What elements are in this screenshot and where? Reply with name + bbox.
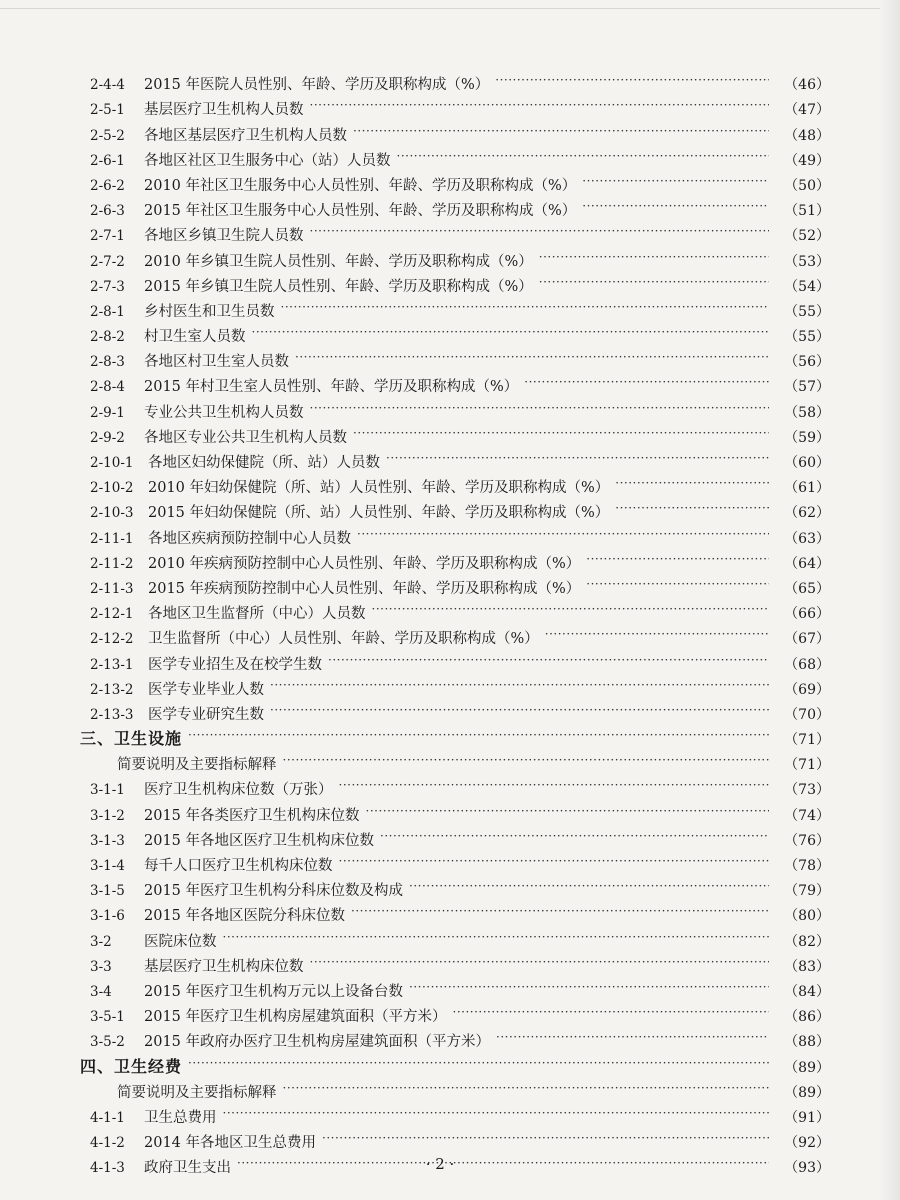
toc-entry-number: 2-11-2 [90,555,134,572]
toc-entry-number: 3-1-4 [90,858,125,874]
toc-entry-number: 2-8-3 [90,354,125,371]
toc-entry-title: 医学专业招生及在校学生数 [148,656,322,673]
toc-entry-title: 基层医疗卫生机构床位数 [144,958,304,975]
toc-entry-number: 2-6-2 [90,177,125,194]
dot-leader [397,140,770,165]
toc-page-number: （76） [784,832,830,849]
toc-page-number: （58） [784,404,830,421]
toc-entry-number: 3-5-2 [90,1034,125,1051]
dot-leader [328,643,769,668]
dot-leader [524,366,769,391]
dot-leader [372,593,770,618]
dot-leader [223,1097,770,1122]
toc-entry-number: 2-12-2 [90,631,134,648]
toc-entry-number: 2-8-2 [90,329,125,346]
toc-entry-title: 2014 年各地区卫生总费用 [144,1135,317,1152]
toc-entry-number: 2-8-1 [90,303,125,320]
dot-leader [252,316,770,341]
toc-page-number: （71） [784,732,830,749]
dot-leader [188,719,769,744]
toc-entry-title: 2015 年医疗卫生机构房屋建筑面积（平方米） [144,1009,447,1026]
toc-entry[interactable] [80,64,830,94]
toc-page-number: （64） [784,555,830,572]
dot-leader [539,240,769,265]
dot-leader [386,442,769,467]
toc-entry-title: 2015 年政府办医疗卫生机构房屋建筑面积（平方米） [144,1034,491,1051]
dot-leader [453,996,769,1021]
toc-entry-number: 3-1-3 [90,832,125,849]
toc-entry-title: 医学专业毕业人数 [148,681,264,698]
toc-entry-title: 2015 年医院人员性别、年龄、学历及职称构成（%） [144,77,490,94]
toc-entry-number: 2-10-1 [90,455,134,471]
toc-entry-title: 2015 年乡镇卫生院人员性别、年龄、学历及职称构成（%） [144,278,533,295]
toc-entry-number: 2-11-3 [90,580,134,597]
toc-page-number: （92） [784,1135,830,1152]
toc-entry-title: 每千人口医疗卫生机构床位数 [144,858,333,874]
toc-entry-number: 2-7-3 [90,278,125,295]
toc-entry-title: 简要说明及主要指标解释 [117,1084,277,1101]
toc-entry-title: 四、卫生经费 [80,1056,183,1076]
toc-entry-title: 三、卫生设施 [80,729,183,749]
toc-page-number: （79） [784,883,830,900]
toc-entry-title: 村卫生室人员数 [144,329,246,346]
toc-page-number: （78） [784,858,830,874]
dot-leader [615,492,769,517]
toc-entry-number: 3-4 [90,983,112,1000]
toc-entry-number: 2-5-2 [90,127,125,144]
toc-entry-title: 2015 年社区卫生服务中心人员性别、年龄、学历及职称构成（%） [144,203,577,220]
toc-page-number: （70） [784,706,830,723]
dot-leader [496,1021,769,1046]
toc-entry-number: 4-1-2 [90,1135,125,1152]
toc-page-number: （69） [784,681,830,698]
toc-page-number: （66） [784,606,830,623]
dot-leader [409,870,769,895]
dot-leader [295,341,769,366]
toc-page-number: （91） [784,1109,830,1126]
toc-entry-title: 基层医疗卫生机构人员数 [144,102,304,119]
toc-entry-title: 2015 年各地区医院分科床位数 [144,908,346,925]
toc-entry-number: 2-7-2 [90,253,125,270]
dot-leader [380,820,769,845]
page-number: · 2 · [425,1155,455,1173]
toc-page-number: （46） [784,77,830,94]
toc-entry-number: 2-13-2 [90,681,134,698]
toc-page-number: （47） [784,102,830,119]
toc-page-number: （59） [784,429,830,446]
dot-leader [188,1046,769,1071]
toc-entry-number: 3-1-2 [90,807,125,824]
dot-leader [223,920,770,945]
toc-page-number: （68） [784,656,830,673]
dot-leader [353,417,769,442]
toc-page-number: （55） [784,329,830,346]
dot-leader [283,1072,770,1097]
toc-entry-title: 2010 年疾病预防控制中心人员性别、年龄、学历及职称构成（%） [148,555,581,572]
toc-entry-title: 2015 年各地区医疗卫生机构床位数 [144,832,375,849]
toc-page-number: （65） [784,580,830,597]
toc-page-number: （54） [784,278,830,295]
dot-leader [357,517,769,542]
dot-leader [409,971,769,996]
toc-entry-title: 2015 年医疗卫生机构万元以上设备台数 [144,983,404,1000]
toc-page-number: （80） [784,908,830,925]
dot-leader [270,694,769,719]
dot-leader [322,1122,769,1147]
toc-entry-title: 2010 年乡镇卫生院人员性别、年龄、学历及职称构成（%） [144,253,533,270]
dot-leader [366,794,769,819]
dot-leader [310,391,770,416]
toc-entry-number: 2-10-2 [90,480,134,497]
toc-page-number: （53） [784,253,830,270]
toc-page-number: （82） [784,933,830,950]
dot-leader [339,845,770,870]
toc-page-number: （89） [784,1059,830,1076]
toc-page-number: （83） [784,958,830,975]
toc-entry-number: 2-10-3 [90,505,134,522]
toc-entry-title: 简要说明及主要指标解释 [117,757,277,774]
toc-page-number: （62） [784,505,830,522]
toc-entry-title: 卫生总费用 [144,1109,217,1126]
toc-entry-number: 3-3 [90,958,112,975]
toc-page-number: （56） [784,354,830,371]
toc-entry-number: 2-13-1 [90,656,134,673]
toc-page-number: （52） [784,228,830,245]
toc-entry-title: 各地区社区卫生服务中心（站）人员数 [144,152,391,169]
toc-entry-number: 3-2 [90,933,112,950]
toc-page-number: （73） [784,782,830,799]
table-of-contents [80,64,830,1177]
toc-entry-number: 2-5-1 [90,102,125,119]
dot-leader [615,467,769,492]
toc-page-number: （57） [784,379,830,396]
toc-entry-title: 2015 年妇幼保健院（所、站）人员性别、年龄、学历及职称构成（%） [148,505,610,522]
toc-entry-title: 2015 年各类医疗卫生机构床位数 [144,807,360,824]
toc-entry-number: 2-9-2 [90,429,125,446]
dot-leader [281,291,770,316]
toc-page-number: （61） [784,480,830,497]
toc-entry-number: 2-6-1 [90,152,125,169]
toc-entry-number: 2-12-1 [90,606,134,623]
toc-entry-number: 3-1-1 [90,782,125,799]
toc-page-number: （48） [784,127,830,144]
toc-entry-title: 2010 年社区卫生服务中心人员性别、年龄、学历及职称构成（%） [144,177,577,194]
dot-leader [539,266,769,291]
toc-entry-title: 2015 年疾病预防控制中心人员性别、年龄、学历及职称构成（%） [148,580,581,597]
toc-entry-title: 专业公共卫生机构人员数 [144,404,304,421]
dot-leader [310,215,770,240]
dot-leader [582,190,769,215]
toc-entry-title: 各地区疾病预防控制中心人员数 [148,530,351,547]
dot-leader [586,568,769,593]
toc-page-number: （50） [784,177,830,194]
toc-page-number: （51） [784,203,830,220]
toc-entry-title: 各地区卫生监督所（中心）人员数 [148,606,366,623]
toc-page-number: （89） [784,1084,830,1101]
toc-section-heading[interactable] [80,1046,830,1076]
dot-leader [586,543,769,568]
toc-page-number: （84） [784,983,830,1000]
toc-entry-number: 2-4-4 [90,77,125,94]
toc-page-number: （67） [784,631,830,648]
dot-leader [339,769,770,794]
toc-entry-title: 卫生监督所（中心）人员性别、年龄、学历及职称构成（%） [148,631,539,648]
toc-entry-number: 2-8-4 [90,379,125,396]
toc-page-number: （63） [784,530,830,547]
toc-entry-title: 政府卫生支出 [144,1160,231,1177]
toc-entry-number: 3-5-1 [90,1009,125,1026]
toc-note-entry[interactable] [80,744,830,774]
page-right-edge [880,0,900,1200]
toc-entry-number: 2-9-1 [90,404,125,421]
dot-leader [545,618,769,643]
toc-entry-title: 2010 年妇幼保健院（所、站）人员性别、年龄、学历及职称构成（%） [148,480,610,497]
toc-page-number: （60） [784,455,830,471]
toc-entry-title: 医学专业研究生数 [148,706,264,723]
toc-entry-number: 2-6-3 [90,203,125,220]
toc-entry-title: 医疗卫生机构床位数（万张） [144,782,333,799]
toc-entry-number: 2-11-1 [90,530,134,547]
page-top-edge [0,8,880,9]
toc-page-number: （88） [784,1034,830,1051]
toc-entry-title: 2015 年医疗卫生机构分科床位数及构成 [144,883,404,900]
toc-page-number: （71） [784,757,830,774]
toc-section-heading[interactable] [80,719,830,749]
toc-note-entry[interactable] [80,1072,830,1101]
toc-entry-number: 4-1-1 [90,1109,125,1126]
toc-entry-title: 乡村医生和卫生员数 [144,303,275,320]
toc-page-number: （55） [784,303,830,320]
toc-entry-title: 各地区基层医疗卫生机构人员数 [144,127,347,144]
dot-leader [283,744,770,769]
toc-page-number: （49） [784,152,830,169]
dot-leader [270,669,769,694]
toc-page-number: （93） [784,1160,830,1177]
toc-entry-title: 各地区村卫生室人员数 [144,354,289,371]
toc-page-number: （86） [784,1009,830,1026]
toc-entry-title: 各地区妇幼保健院（所、站）人员数 [148,455,380,471]
toc-entry-title: 各地区专业公共卫生机构人员数 [144,429,347,446]
toc-entry-title: 各地区乡镇卫生院人员数 [144,228,304,245]
toc-entry-title: 医院床位数 [144,933,217,950]
toc-entry-number: 4-1-3 [90,1160,125,1177]
dot-leader [495,64,769,89]
dot-leader [351,895,769,920]
toc-entry-number: 3-1-6 [90,908,125,925]
dot-leader [353,114,769,139]
toc-entry-title: 2015 年村卫生室人员性别、年龄、学历及职称构成（%） [144,379,519,396]
dot-leader [310,946,770,971]
dot-leader [582,165,769,190]
toc-entry-number: 2-13-3 [90,706,134,723]
toc-page-number: （74） [784,807,830,824]
toc-entry-number: 3-1-5 [90,883,125,900]
toc-entry-number: 2-7-1 [90,228,125,245]
dot-leader [310,89,770,114]
